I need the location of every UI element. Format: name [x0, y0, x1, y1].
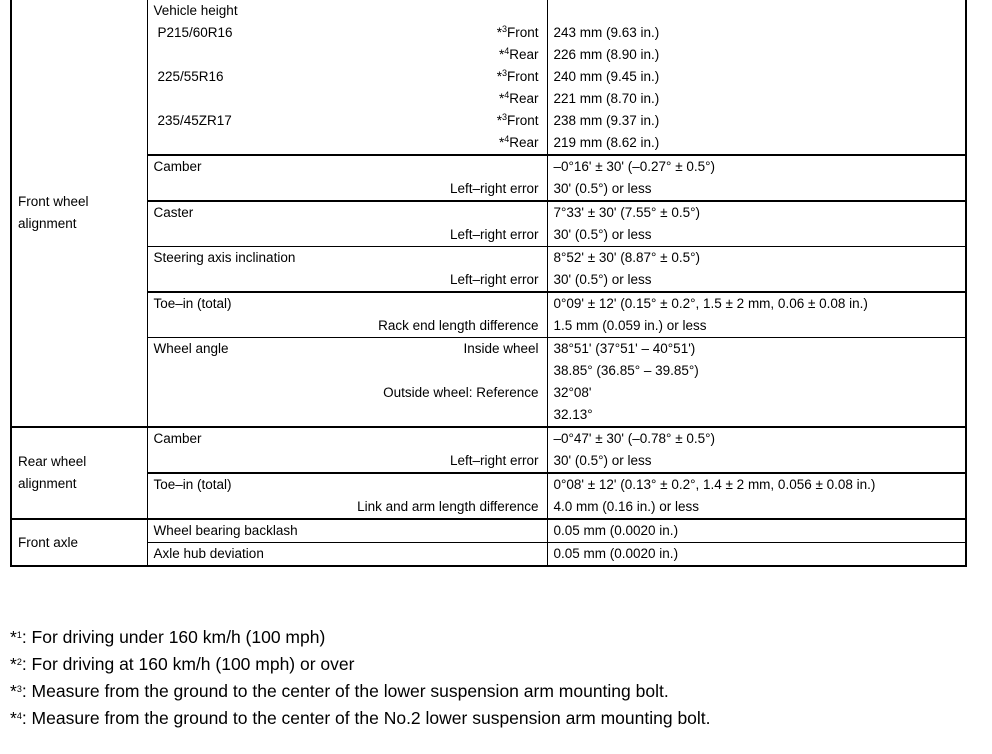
spec-value: 1.5 mm (0.059 in.) or less	[553, 318, 707, 333]
rear-label	[148, 88, 547, 110]
category-label: Front axle	[18, 534, 79, 550]
spec-value: 219 mm (8.62 in.)	[553, 135, 660, 150]
spec-value: –0°16' ± 30' (–0.27° ± 0.5°)	[553, 159, 716, 174]
spec-value: 0°09' ± 12' (0.15° ± 0.2°, 1.5 ± 2 mm, 0.06 ± 0.08 in.)	[553, 296, 868, 311]
sub-label: Outside wheel: Reference	[383, 385, 539, 400]
item-label: Toe–in (total)	[153, 477, 232, 492]
footnote-ref: *$^3$	[496, 24, 507, 40]
footnote-ref: *$^4$	[498, 134, 510, 150]
caster-item	[147, 201, 547, 247]
spec-value: 243 mm (9.63 in.)	[553, 25, 660, 40]
tire-row	[148, 110, 547, 132]
footnote-number: 4	[16, 711, 22, 721]
footnote-ref-number: 3	[501, 24, 507, 34]
spec-value: 238 mm (9.37 in.)	[553, 113, 660, 128]
row-bearing-backlash	[11, 519, 966, 543]
footnote-number: 2	[16, 657, 22, 667]
tire-row	[148, 22, 547, 44]
category-label-line2: alignment	[18, 476, 77, 491]
footnote	[10, 651, 711, 678]
spec-value: 240 mm (9.45 in.)	[553, 69, 660, 84]
item-label: Camber	[153, 431, 202, 446]
category-label-line1: Rear wheel	[18, 454, 87, 469]
spec-value: 38°51' (37°51' – 40°51')	[553, 341, 696, 356]
position-label: Front	[506, 69, 539, 84]
footnote-ref: *$^4$	[498, 90, 510, 106]
position-label: Rear	[509, 91, 539, 106]
tire-size: P215/60R16	[157, 25, 233, 40]
tire-size: 225/55R16	[157, 69, 224, 84]
footnote-text: : Measure from the ground to the center of the No.2 lower suspension arm mounting bolt.	[21, 708, 711, 728]
spec-value: 38.85° (36.85° – 39.85°)	[553, 363, 699, 378]
footnote	[10, 705, 711, 732]
sub-label: Left–right error	[449, 181, 539, 196]
spec-value: 0.05 mm (0.0020 in.)	[553, 523, 679, 538]
position-label: Rear	[509, 135, 539, 150]
front-label	[497, 22, 539, 44]
front-camber-values	[547, 155, 966, 201]
category-front-wheel-alignment	[11, 0, 147, 427]
position-label: Front	[506, 25, 539, 40]
footnote-ref-number: 3	[501, 112, 507, 122]
item-label: Toe–in (total)	[153, 296, 232, 311]
position-label: Rear	[509, 47, 539, 62]
sub-label: Inside wheel	[463, 341, 539, 356]
front-camber-item	[147, 155, 547, 201]
spec-value: –0°47' ± 30' (–0.78° ± 0.5°)	[553, 431, 716, 446]
footnote-ref: *$^3$	[496, 68, 507, 84]
spec-value: 32.13°	[553, 407, 593, 422]
row-front-camber	[11, 155, 966, 201]
rear-label	[148, 44, 547, 66]
footnote-mark: *	[10, 681, 17, 701]
row-hub-deviation	[11, 543, 966, 567]
footnote-mark: *	[10, 708, 17, 728]
tire-row	[148, 66, 547, 88]
item-label: Camber	[153, 159, 202, 174]
footnote-ref-number: 4	[504, 46, 510, 56]
row-wheel-angle	[11, 338, 966, 428]
rear-toe-in-item	[147, 473, 547, 519]
steering-axis-values	[547, 247, 966, 293]
vehicle-height-values	[547, 0, 966, 155]
category-rear-wheel-alignment	[11, 427, 147, 519]
footnotes	[10, 624, 711, 732]
hub-deviation-value	[547, 543, 966, 567]
sub-label: Left–right error	[449, 272, 539, 287]
spec-value: 0°08' ± 12' (0.13° ± 0.2°, 1.4 ± 2 mm, 0.056 ± 0.08 in.)	[553, 477, 876, 492]
spacer	[148, 404, 547, 426]
footnote-ref-number: 3	[501, 68, 507, 78]
sub-label: Left–right error	[449, 227, 539, 242]
rear-camber-item	[147, 427, 547, 473]
footnote	[10, 678, 711, 705]
row-steering-axis	[11, 247, 966, 293]
spec-value: 30' (0.5°) or less	[553, 181, 652, 196]
item-label: Wheel bearing backlash	[153, 523, 298, 538]
footnote-mark: *	[10, 654, 17, 674]
spacer	[148, 360, 547, 382]
category-label-line1: Front wheel	[18, 194, 89, 209]
hub-deviation-item	[147, 543, 547, 567]
wheel-angle-values	[547, 338, 966, 428]
footnote-number: 3	[16, 684, 22, 694]
sub-label: Link and arm length difference	[357, 499, 539, 514]
footnote-text: : For driving under 160 km/h (100 mph)	[21, 627, 326, 647]
spec-value: 30' (0.5°) or less	[553, 453, 652, 468]
front-toe-in-item	[147, 292, 547, 338]
spec-value: 30' (0.5°) or less	[553, 272, 652, 287]
category-front-axle	[11, 519, 147, 566]
row-front-toe-in	[11, 292, 966, 338]
wheel-angle-header	[148, 338, 547, 360]
spec-value: 32°08'	[553, 385, 592, 400]
spec-table	[10, 0, 967, 567]
front-label	[497, 110, 539, 132]
steering-axis-item	[147, 247, 547, 293]
front-label	[497, 66, 539, 88]
footnote	[10, 624, 711, 651]
footnote-text: : Measure from the ground to the center of the lower suspension arm mounting bolt.	[21, 681, 669, 701]
row-caster	[11, 201, 966, 247]
spec-value: 226 mm (8.90 in.)	[553, 47, 660, 62]
sub-label: Left–right error	[449, 453, 539, 468]
row-rear-camber	[11, 427, 966, 473]
rear-camber-values	[547, 427, 966, 473]
caster-values	[547, 201, 966, 247]
spec-value: 0.05 mm (0.0020 in.)	[553, 546, 679, 561]
rear-toe-in-values	[547, 473, 966, 519]
front-toe-in-values	[547, 292, 966, 338]
spec-value: 4.0 mm (0.16 in.) or less	[553, 499, 700, 514]
row-rear-toe-in	[11, 473, 966, 519]
spec-value: 7°33' ± 30' (7.55° ± 0.5°)	[553, 205, 700, 220]
spec-value: 221 mm (8.70 in.)	[553, 91, 660, 106]
spacer	[548, 0, 966, 22]
bearing-backlash-value	[547, 519, 966, 543]
footnote-ref-number: 4	[504, 90, 510, 100]
footnote-mark: *	[10, 627, 17, 647]
item-label: Axle hub deviation	[153, 546, 264, 561]
footnote-number: 1	[16, 630, 22, 640]
spec-value: 8°52' ± 30' (8.87° ± 0.5°)	[553, 250, 700, 265]
item-label: Wheel angle	[153, 341, 229, 356]
spec-value: 30' (0.5°) or less	[553, 227, 652, 242]
vehicle-height-label: Vehicle height	[153, 3, 238, 18]
footnote-ref: *$^3$	[496, 112, 507, 128]
rear-label	[148, 132, 547, 154]
position-label: Front	[506, 113, 539, 128]
footnote-ref: *$^4$	[498, 46, 510, 62]
bearing-backlash-item	[147, 519, 547, 543]
sub-label: Rack end length difference	[378, 318, 539, 333]
footnote-text: : For driving at 160 km/h (100 mph) or over	[21, 654, 355, 674]
tire-size: 235/45ZR17	[157, 113, 232, 128]
footnote-ref-number: 4	[504, 134, 510, 144]
item-label: Caster	[153, 205, 194, 220]
category-label-line2: alignment	[18, 216, 77, 231]
item-label: Steering axis inclination	[153, 250, 296, 265]
row-vehicle-height	[11, 0, 966, 155]
wheel-angle-item	[147, 338, 547, 428]
vehicle-height-item	[147, 0, 547, 155]
